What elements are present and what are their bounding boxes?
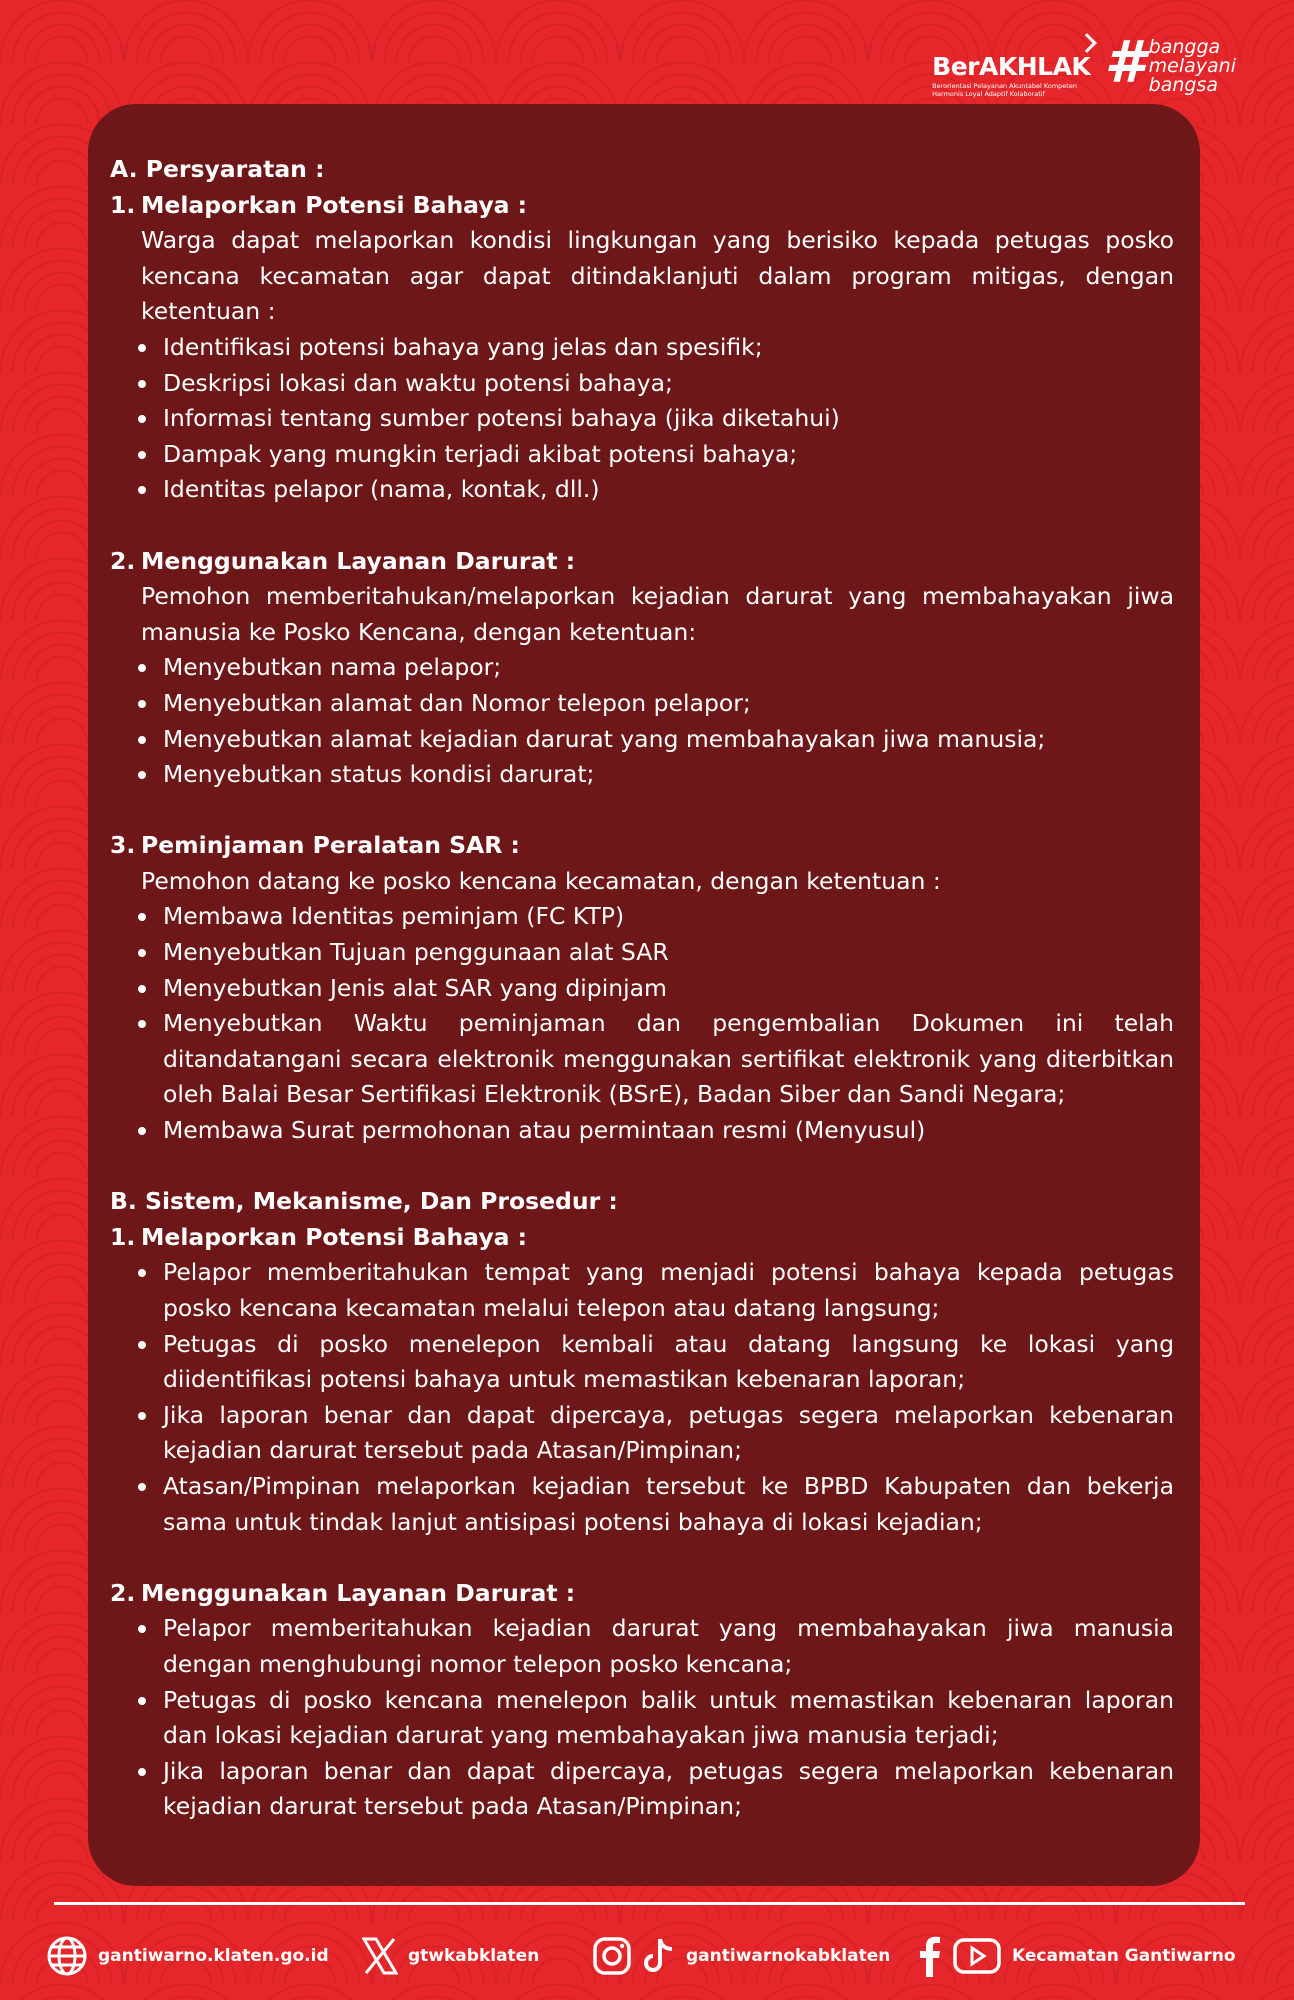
tiktok-icon [642, 1936, 676, 1976]
section-b-item-1-heading [110, 1220, 1174, 1256]
slogan-logo [1104, 28, 1236, 96]
section-b-title: B. Sistem, Mekanisme, Dan Prosedur : [110, 1187, 618, 1216]
footer [46, 1932, 1250, 1980]
list-item: Informasi tentang sumber potensi bahaya (jika diketahui) [163, 401, 1174, 437]
list-item: Menyebutkan nama pelapor; [163, 650, 1174, 686]
list-item: Menyebutkan alamat dan Nomor telepon pelapor; [163, 686, 1174, 722]
list-item: Pelapor memberitahukan kejadian darurat yang membahayakan jiwa manusia dengan menghubungi nomor telepon posko kencana; [163, 1611, 1174, 1682]
item-intro: Pemohon datang ke posko kencana kecamatan, dengan ketentuan : [141, 866, 941, 895]
list-item: Petugas di posko menelepon kembali atau datang langsung ke lokasi yang diidentifikasi potensi bahaya untuk memastikan kebenaran laporan; [163, 1327, 1174, 1398]
section-a-item-3-heading [110, 828, 1174, 864]
list-item: Dampak yang mungkin terjadi akibat potensi bahaya; [163, 437, 1174, 473]
bullet-list [110, 330, 1174, 508]
item-intro: Pemohon memberitahukan/melaporkan kejadian darurat yang membahayakan jiwa manusia ke Posko Kencana, dengan ketentuan: [141, 582, 1174, 646]
item-number: 2. [110, 546, 136, 575]
x-handle[interactable]: gtwkabklaten [408, 1946, 540, 1966]
slogan-line: bangga [1148, 36, 1221, 58]
list-item: Pelapor memberitahukan tempat yang menjadi potensi bahaya kepada petugas posko kencana kecamatan melalui telepon atau datang langsung; [163, 1255, 1174, 1326]
slogan-text [1149, 34, 1236, 95]
brand-tagline: Berorientasi Pelayanan Akuntabel Kompeten [932, 82, 1077, 90]
list-item: Jika laporan benar dan dapat dipercaya, petugas segera melaporkan kebenaran kejadian darurat tersebut pada Atasan/Pimpinan; [163, 1754, 1174, 1825]
social-handle[interactable]: gantiwarnokabklaten [686, 1946, 891, 1966]
list-item: Deskripsi lokasi dan waktu potensi bahaya; [163, 366, 1174, 402]
youtube-icon [952, 1937, 1002, 1975]
list-item: Menyebutkan status kondisi darurat; [163, 757, 1174, 793]
slogan-line: bangsa [1148, 74, 1219, 96]
section-a-item-1-heading [110, 188, 1174, 224]
hash-symbol: # [1104, 28, 1145, 96]
bullet-list [110, 650, 1174, 792]
section-a-title: A. Persyaratan : [110, 155, 325, 183]
item-title: Melaporkan Potensi Bahaya : [141, 1222, 528, 1251]
x-icon [362, 1937, 398, 1975]
list-item: Identitas pelapor (nama, kontak, dll.) [163, 472, 1174, 508]
page-name[interactable]: Kecamatan Gantiwarno [1012, 1946, 1236, 1966]
item-title: Melaporkan Potensi Bahaya : [141, 190, 528, 219]
globe-icon [46, 1935, 88, 1977]
item-intro: Warga dapat melaporkan kondisi lingkungan yang berisiko kepada petugas posko kencana kecamatan agar dapat ditindaklanjuti dalam program mitigas, dengan ketentuan : [141, 226, 1174, 326]
list-item: Petugas di posko kencana menelepon balik untuk memastikan kebenaran laporan dan lokasi kejadian darurat yang membahayakan jiwa manusia terjadi; [163, 1683, 1174, 1754]
list-item: Atasan/Pimpinan melaporkan kejadian tersebut ke BPBD Kabupaten dan bekerja sama untuk tindak lanjut antisipasi potensi bahaya di lokasi kejadian; [163, 1469, 1174, 1540]
list-item: Menyebutkan alamat kejadian darurat yang membahayakan jiwa manusia; [163, 722, 1174, 758]
brand-title: BerAKHLAK [932, 52, 1091, 81]
footer-page[interactable] [918, 1935, 1236, 1977]
footer-divider [54, 1902, 1245, 1905]
item-title: Menggunakan Layanan Darurat : [141, 546, 576, 575]
item-number: 2. [110, 1578, 136, 1607]
list-item: Menyebutkan Tujuan penggunaan alat SAR [163, 935, 1174, 971]
item-title: Menggunakan Layanan Darurat : [141, 1578, 576, 1607]
instagram-icon [592, 1936, 632, 1976]
website-link[interactable]: gantiwarno.klaten.go.id [98, 1946, 329, 1966]
bullet-list [110, 1255, 1174, 1540]
footer-website[interactable] [46, 1935, 329, 1977]
berakhlak-logo [932, 34, 1090, 98]
list-item: Identifikasi potensi bahaya yang jelas dan spesifik; [163, 330, 1174, 366]
document-body [110, 152, 1174, 1825]
content-card [88, 104, 1200, 1886]
list-item: Menyebutkan Jenis alat SAR yang dipinjam [163, 971, 1174, 1007]
facebook-icon [918, 1935, 942, 1977]
header-logo [932, 28, 1236, 98]
section-a-item-2-heading [110, 544, 1174, 580]
slogan-line: melayani [1148, 55, 1236, 77]
item-number: 1. [110, 190, 136, 219]
item-number: 1. [110, 1222, 136, 1251]
list-item: Membawa Surat permohonan atau permintaan resmi (Menyusul) [163, 1113, 1174, 1149]
footer-x[interactable] [362, 1937, 539, 1975]
bullet-list [110, 1611, 1174, 1825]
list-item: Jika laporan benar dan dapat dipercaya, petugas segera melaporkan kebenaran kejadian darurat tersebut pada Atasan/Pimpinan; [163, 1398, 1174, 1469]
brand-tagline: Harmonis Loyal Adaptif Kolaboratif [932, 90, 1045, 98]
section-b-item-2-heading [110, 1576, 1174, 1612]
list-item: Menyebutkan Waktu peminjaman dan pengembalian Dokumen ini telah ditandatangani secara elektronik menggunakan sertifikat elektronik yang diterbitkan oleh Balai Besar Sertifikasi Elektronik (BSrE), Badan Siber dan Sandi Negara; [163, 1006, 1174, 1113]
list-item: Membawa Identitas peminjam (FC KTP) [163, 899, 1174, 935]
bullet-list [110, 899, 1174, 1148]
footer-social[interactable] [592, 1936, 890, 1976]
item-number: 3. [110, 831, 136, 860]
item-title: Peminjaman Peralatan SAR : [141, 831, 520, 860]
